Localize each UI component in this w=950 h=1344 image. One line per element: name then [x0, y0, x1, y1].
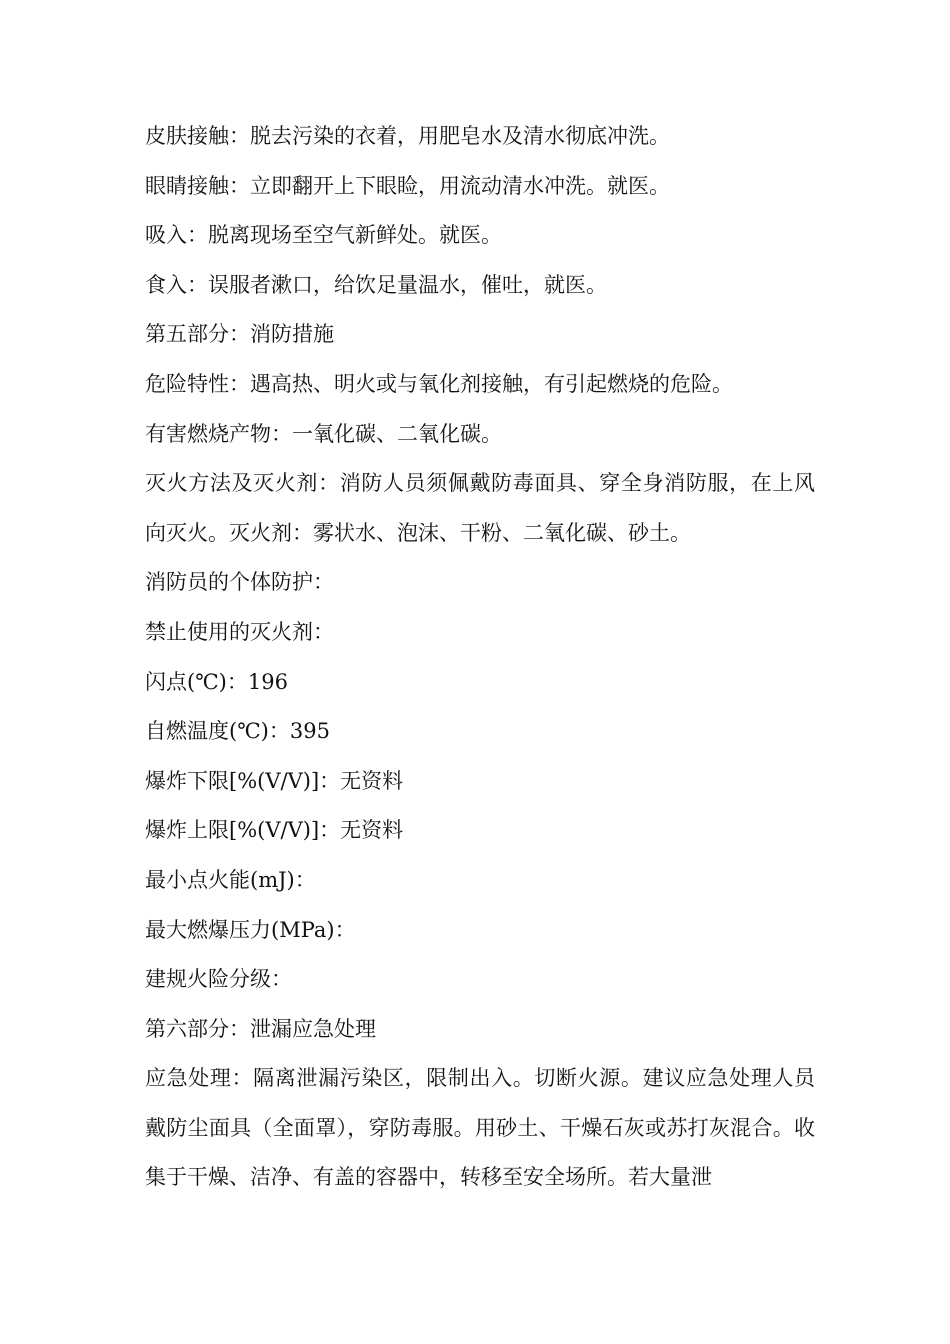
- section-heading-accidental-release: 第六部分：泄漏应急处理: [145, 1016, 376, 1041]
- paragraph-emergency-treatment: 应急处理：隔离泄漏污染区，限制出入。切断火源。建议应急处理人员戴防尘面具（全面罩），穿防毒服。用砂土、干燥石灰或苏打灰混合。收集于干燥、洁净、有盖的容器中，转移至安全场所。若大量泄: [145, 1066, 815, 1190]
- paragraph-firefighter-protection: 消防员的个体防护：: [145, 570, 334, 595]
- paragraph-upper-explosion-limit: 爆炸上限[%(V/V)]：无资料: [145, 818, 404, 843]
- section-heading-fire-fighting: 第五部分：消防措施: [145, 322, 334, 347]
- paragraph-combustion-products: 有害燃烧产物：一氧化碳、二氧化碳。: [145, 421, 502, 446]
- paragraph-ingestion: 食入：误服者漱口，给饮足量温水，催吐，就医。: [145, 272, 607, 297]
- paragraph-max-explosion-pressure: 最大燃爆压力(MPa)：: [145, 917, 356, 942]
- paragraph-lower-explosion-limit: 爆炸下限[%(V/V)]：无资料: [145, 768, 404, 793]
- paragraph-flash-point: 闪点(℃)：196: [145, 669, 288, 694]
- paragraph-fire-hazard-class: 建规火险分级：: [145, 967, 292, 992]
- paragraph-autoignition-temperature: 自燃温度(℃)：395: [145, 719, 330, 744]
- paragraph-eye-contact: 眼睛接触：立即翻开上下眼睑，用流动清水冲洗。就医。: [145, 173, 670, 198]
- paragraph-skin-contact: 皮肤接触：脱去污染的衣着，用肥皂水及清水彻底冲洗。: [145, 124, 670, 148]
- paragraph-extinguishing-method: 灭火方法及灭火剂：消防人员须佩戴防毒面具、穿全身消防服，在上风向灭火。灭火剂：雾状水、泡沫、干粉、二氧化碳、砂土。: [145, 471, 815, 545]
- paragraph-hazard-characteristics: 危险特性：遇高热、明火或与氧化剂接触，有引起燃烧的危险。: [145, 371, 733, 396]
- document-body: [145, 112, 815, 1203]
- paragraph-minimum-ignition-energy: 最小点火能(mJ)：: [145, 867, 316, 892]
- paragraph-inhalation: 吸入：脱离现场至空气新鲜处。就医。: [145, 223, 502, 248]
- paragraph-prohibited-agents: 禁止使用的灭火剂：: [145, 619, 334, 644]
